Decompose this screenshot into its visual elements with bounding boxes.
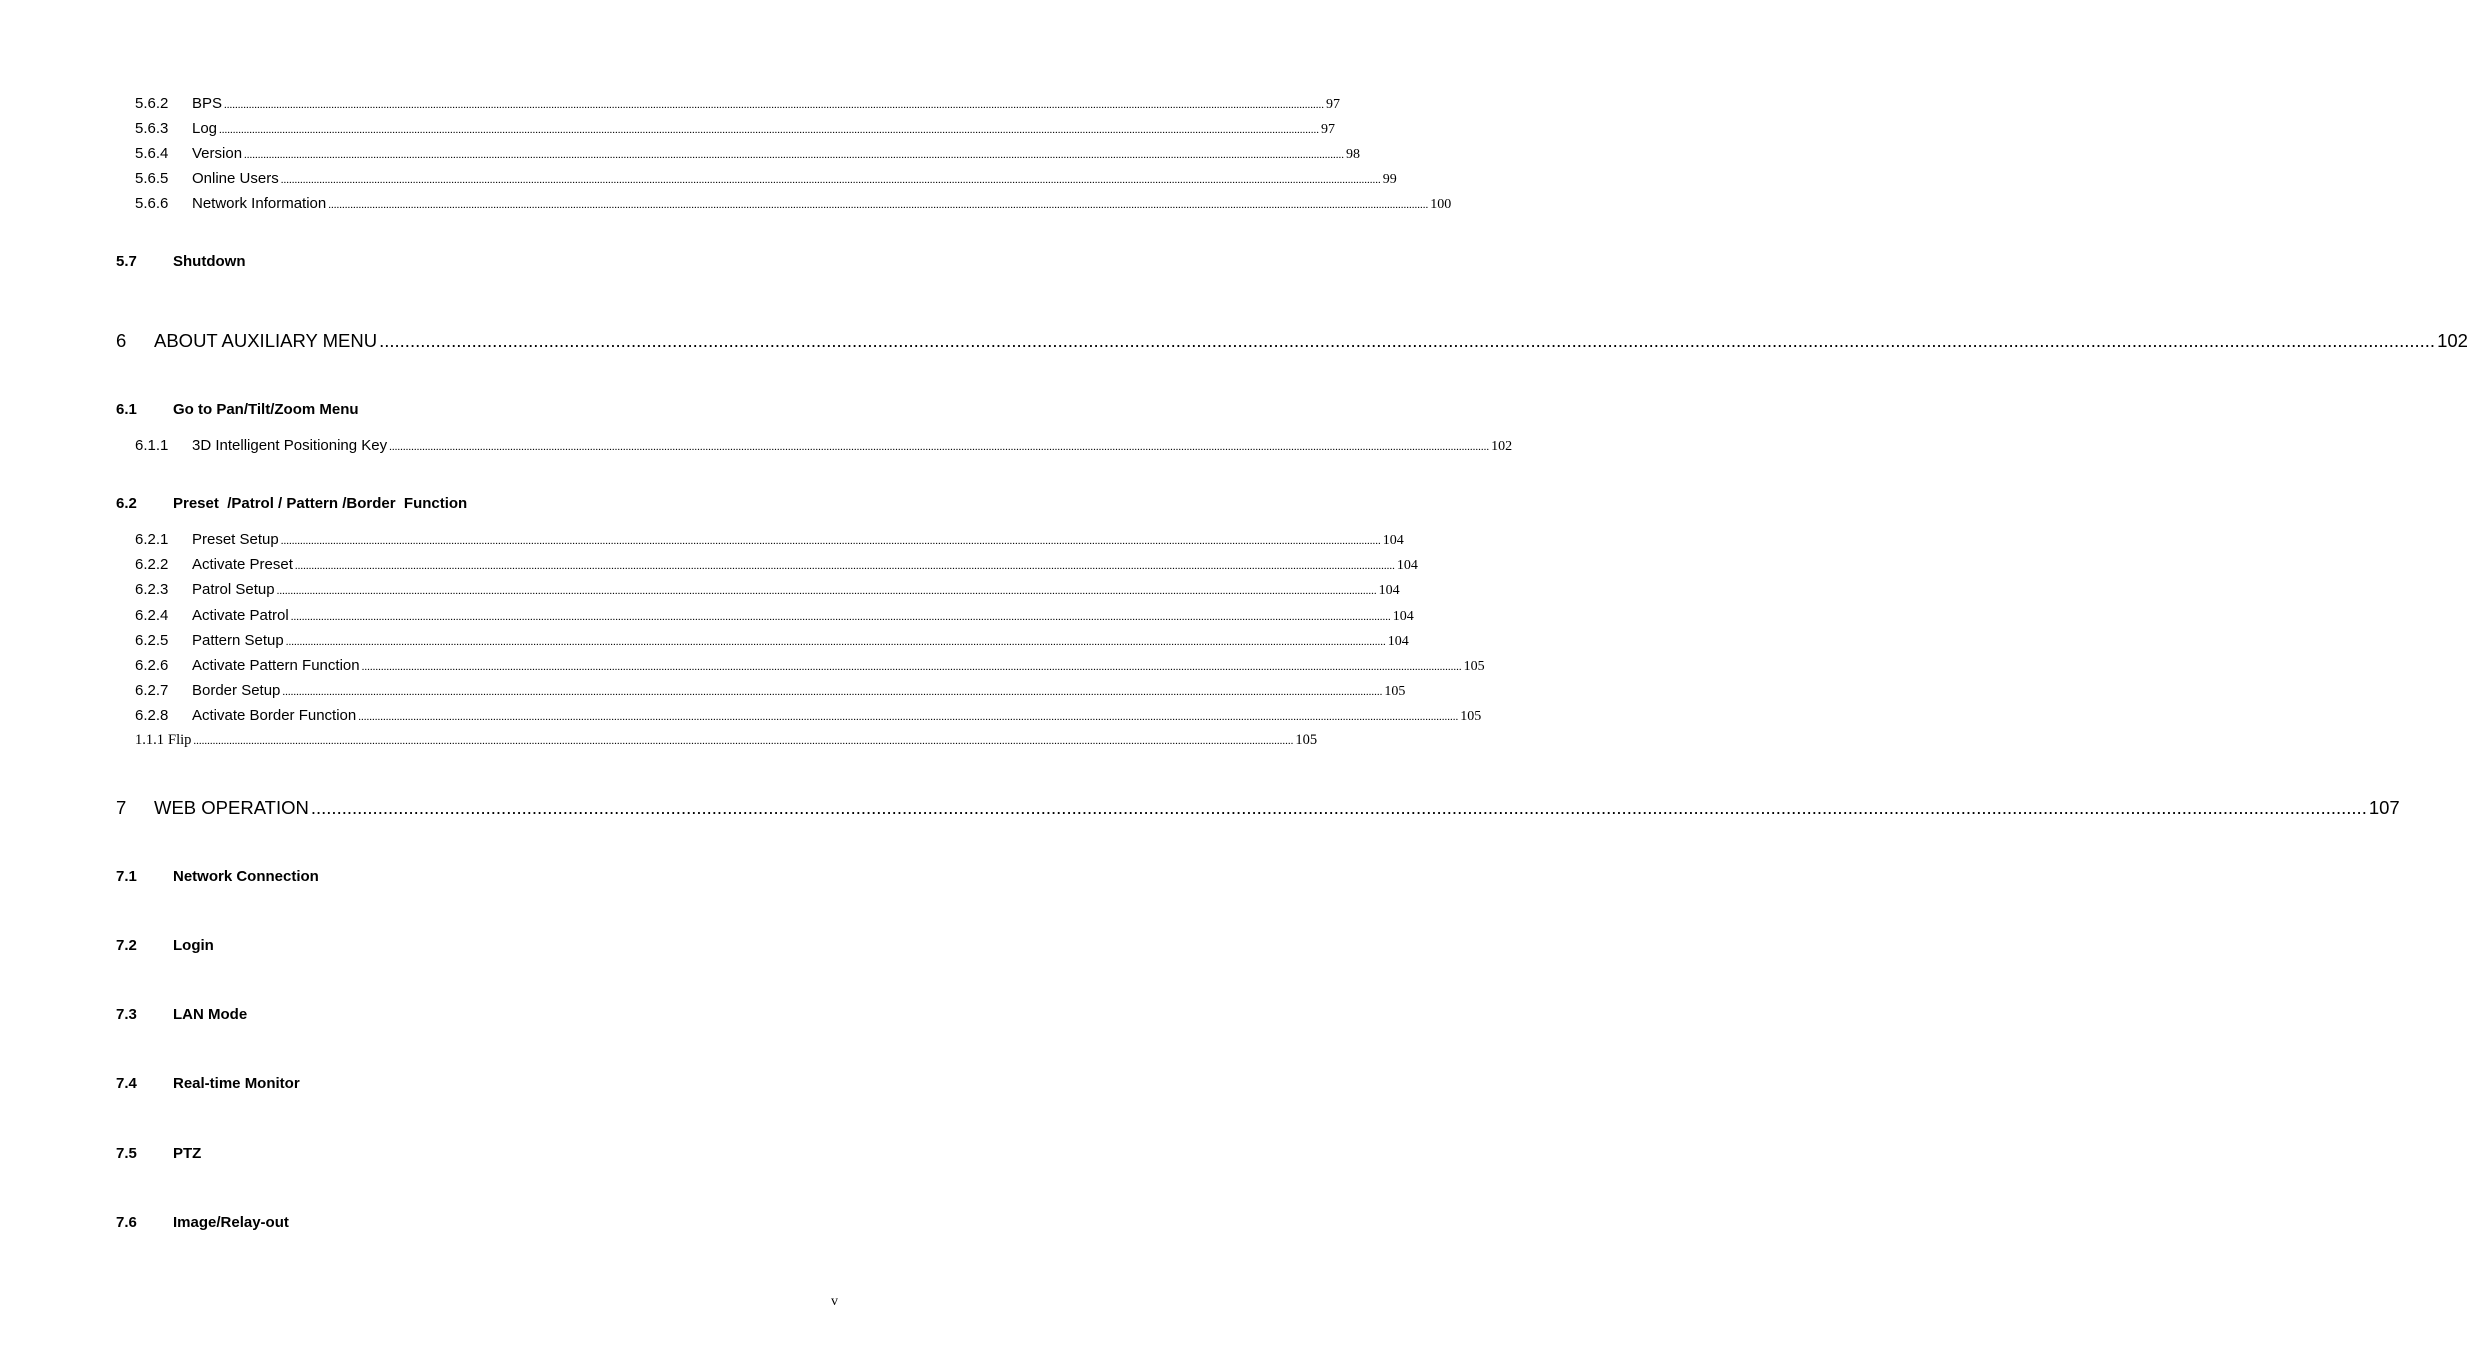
toc-chapter-6[interactable] — [116, 330, 2468, 352]
entry-title: 3D Intelligent Positioning Key — [192, 437, 388, 454]
toc-heading-7-1[interactable] — [116, 868, 838, 885]
entry-title: Activate Pattern Function — [192, 657, 360, 674]
toc-entry-6-2-4[interactable] — [135, 607, 1414, 625]
dot-leader: ................................................................................................................................................................................................................................................................................................................................................................................................................ — [361, 661, 1462, 673]
entry-page: 98 — [1346, 147, 1361, 162]
toc-heading-5-7[interactable] — [116, 253, 838, 270]
entry-title: BPS — [192, 95, 223, 112]
entry-title: Preset /Patrol / Pattern /Border Function — [173, 495, 468, 512]
toc-entry-flip[interactable] — [135, 732, 1318, 749]
dot-leader: ................................................................................................................................................................................................................................................................................................................................................................................................................ — [224, 99, 1325, 111]
entry-number: 5.7 — [116, 253, 137, 270]
dot-leader: ................................................................................................................................................................................................................................................................................................................................................................................................................ — [379, 330, 2436, 351]
entry-page: 105 — [1463, 659, 1485, 674]
entry-number: 7.4 — [116, 1075, 137, 1092]
entry-title: Go to Pan/Tilt/Zoom Menu — [173, 401, 359, 418]
toc-entry-6-2-1[interactable] — [135, 531, 1404, 549]
entry-page: 107 — [2368, 797, 2400, 818]
entry-title: WEB OPERATION — [154, 797, 309, 818]
entry-page: 105 — [1384, 684, 1406, 699]
toc-entry-5-6-4[interactable] — [135, 145, 1361, 163]
entry-title: PTZ — [173, 1145, 202, 1162]
entry-page: 104 — [1378, 583, 1400, 598]
dot-leader: ................................................................................................................................................................................................................................................................................................................................................................................................................ — [280, 535, 1381, 547]
entry-page: 97 — [1321, 122, 1336, 137]
dot-leader: ................................................................................................................................................................................................................................................................................................................................................................................................................ — [280, 174, 1381, 186]
toc-entry-5-6-6[interactable] — [135, 195, 1452, 213]
entry-title: Log — [192, 120, 218, 137]
entry-page: 104 — [1392, 609, 1414, 624]
dot-leader: ................................................................................................................................................................................................................................................................................................................................................................................................................ — [389, 441, 1490, 453]
entry-page: 104 — [1396, 558, 1418, 573]
entry-page: 100 — [1430, 197, 1452, 212]
entry-title: Preset Setup — [192, 531, 279, 548]
entry-number: 6.2.4 — [135, 607, 169, 624]
entry-number: 6.2 — [116, 495, 137, 512]
dot-leader: ................................................................................................................................................................................................................................................................................................................................................................................................................ — [310, 797, 2367, 818]
toc-heading-6-2[interactable] — [116, 495, 838, 512]
entry-number: 5.6.6 — [135, 195, 169, 212]
entry-number: 6.2.7 — [135, 682, 169, 699]
toc-entry-6-2-8[interactable] — [135, 707, 1482, 725]
entry-title: Pattern Setup — [192, 632, 284, 649]
entry-page: 99 — [1382, 172, 1397, 187]
entry-page: 105 — [1460, 709, 1482, 724]
entry-title: Login — [173, 937, 214, 954]
toc-entry-6-1-1[interactable] — [135, 437, 1513, 455]
entry-number: 6.2.2 — [135, 556, 169, 573]
entry-number: 7.1 — [116, 868, 137, 885]
entry-title: ABOUT AUXILIARY MENU — [154, 330, 378, 351]
toc-heading-7-6[interactable] — [116, 1214, 838, 1231]
dot-leader: ................................................................................................................................................................................................................................................................................................................................................................................................................ — [282, 686, 1383, 698]
entry-page: 104 — [1387, 634, 1409, 649]
toc-entry-5-6-3[interactable] — [135, 120, 1336, 138]
entry-title: LAN Mode — [173, 1006, 248, 1023]
entry-title: Real-time Monitor — [173, 1075, 300, 1092]
toc-entry-6-2-6[interactable] — [135, 657, 1485, 675]
entry-number: 6.1.1 — [135, 437, 169, 454]
entry-title: Shutdown — [173, 253, 246, 270]
entry-number: 6.2.8 — [135, 707, 169, 724]
entry-page: 97 — [1326, 97, 1341, 112]
dot-leader: ................................................................................................................................................................................................................................................................................................................................................................................................................ — [358, 711, 1459, 723]
toc-entry-6-2-2[interactable] — [135, 556, 1418, 574]
entry-number: 7.5 — [116, 1145, 137, 1162]
toc-heading-6-1[interactable] — [116, 401, 838, 418]
entry-page: 104 — [1382, 533, 1404, 548]
entry-page: 102 — [1491, 439, 1513, 454]
entry-number: 6.2.3 — [135, 581, 169, 598]
dot-leader: ................................................................................................................................................................................................................................................................................................................................................................................................................ — [290, 611, 1391, 623]
entry-number: 7.2 — [116, 937, 137, 954]
toc-entry-5-6-2[interactable] — [135, 95, 1341, 113]
toc-chapter-7[interactable] — [116, 797, 2400, 819]
entry-number: 7.6 — [116, 1214, 137, 1231]
entry-title: Flip — [168, 732, 192, 748]
entry-title: Patrol Setup — [192, 581, 275, 598]
toc-entry-6-2-5[interactable] — [135, 632, 1409, 650]
entry-number: 7 — [116, 797, 127, 818]
entry-title: Activate Patrol — [192, 607, 289, 624]
entry-number: 5.6.2 — [135, 95, 169, 112]
dot-leader: ................................................................................................................................................................................................................................................................................................................................................................................................................ — [328, 199, 1429, 211]
entry-number: 1.1.1 — [135, 732, 164, 748]
toc-entry-6-2-3[interactable] — [135, 581, 1400, 599]
toc-entry-6-2-7[interactable] — [135, 682, 1406, 700]
toc-heading-7-5[interactable] — [116, 1145, 838, 1162]
entry-page: 102 — [2437, 330, 2468, 351]
dot-leader: ................................................................................................................................................................................................................................................................................................................................................................................................................ — [294, 560, 1395, 572]
entry-number: 6 — [116, 330, 127, 351]
entry-title: Version — [192, 145, 243, 162]
entry-title: Online Users — [192, 170, 279, 187]
dot-leader: ................................................................................................................................................................................................................................................................................................................................................................................................................ — [276, 585, 1377, 597]
footer-page-number: v — [831, 1294, 838, 1309]
toc-heading-7-2[interactable] — [116, 937, 838, 954]
toc-heading-7-3[interactable] — [116, 1006, 838, 1023]
toc-entry-5-6-5[interactable] — [135, 170, 1397, 188]
entry-title: Activate Border Function — [192, 707, 357, 724]
entry-number: 7.3 — [116, 1006, 137, 1023]
entry-number: 6.2.1 — [135, 531, 169, 548]
entry-title: Border Setup — [192, 682, 281, 699]
entry-title: Network Connection — [173, 868, 319, 885]
entry-number: 6.1 — [116, 401, 137, 418]
entry-number: 5.6.4 — [135, 145, 169, 162]
entry-title: Activate Preset — [192, 556, 293, 573]
dot-leader: ................................................................................................................................................................................................................................................................................................................................................................................................................ — [285, 636, 1386, 648]
entry-number: 6.2.5 — [135, 632, 169, 649]
dot-leader: ................................................................................................................................................................................................................................................................................................................................................................................................................ — [244, 149, 1345, 161]
dot-leader: ................................................................................................................................................................................................................................................................................................................................................................................................................ — [193, 735, 1294, 747]
entry-number: 6.2.6 — [135, 657, 169, 674]
entry-number: 5.6.3 — [135, 120, 169, 137]
entry-title: Network Information — [192, 195, 327, 212]
entry-title: Image/Relay-out — [173, 1214, 289, 1231]
entry-number: 5.6.5 — [135, 170, 169, 187]
entry-page: 105 — [1295, 732, 1318, 748]
toc-heading-7-4[interactable] — [116, 1075, 838, 1092]
dot-leader: ................................................................................................................................................................................................................................................................................................................................................................................................................ — [219, 124, 1320, 136]
